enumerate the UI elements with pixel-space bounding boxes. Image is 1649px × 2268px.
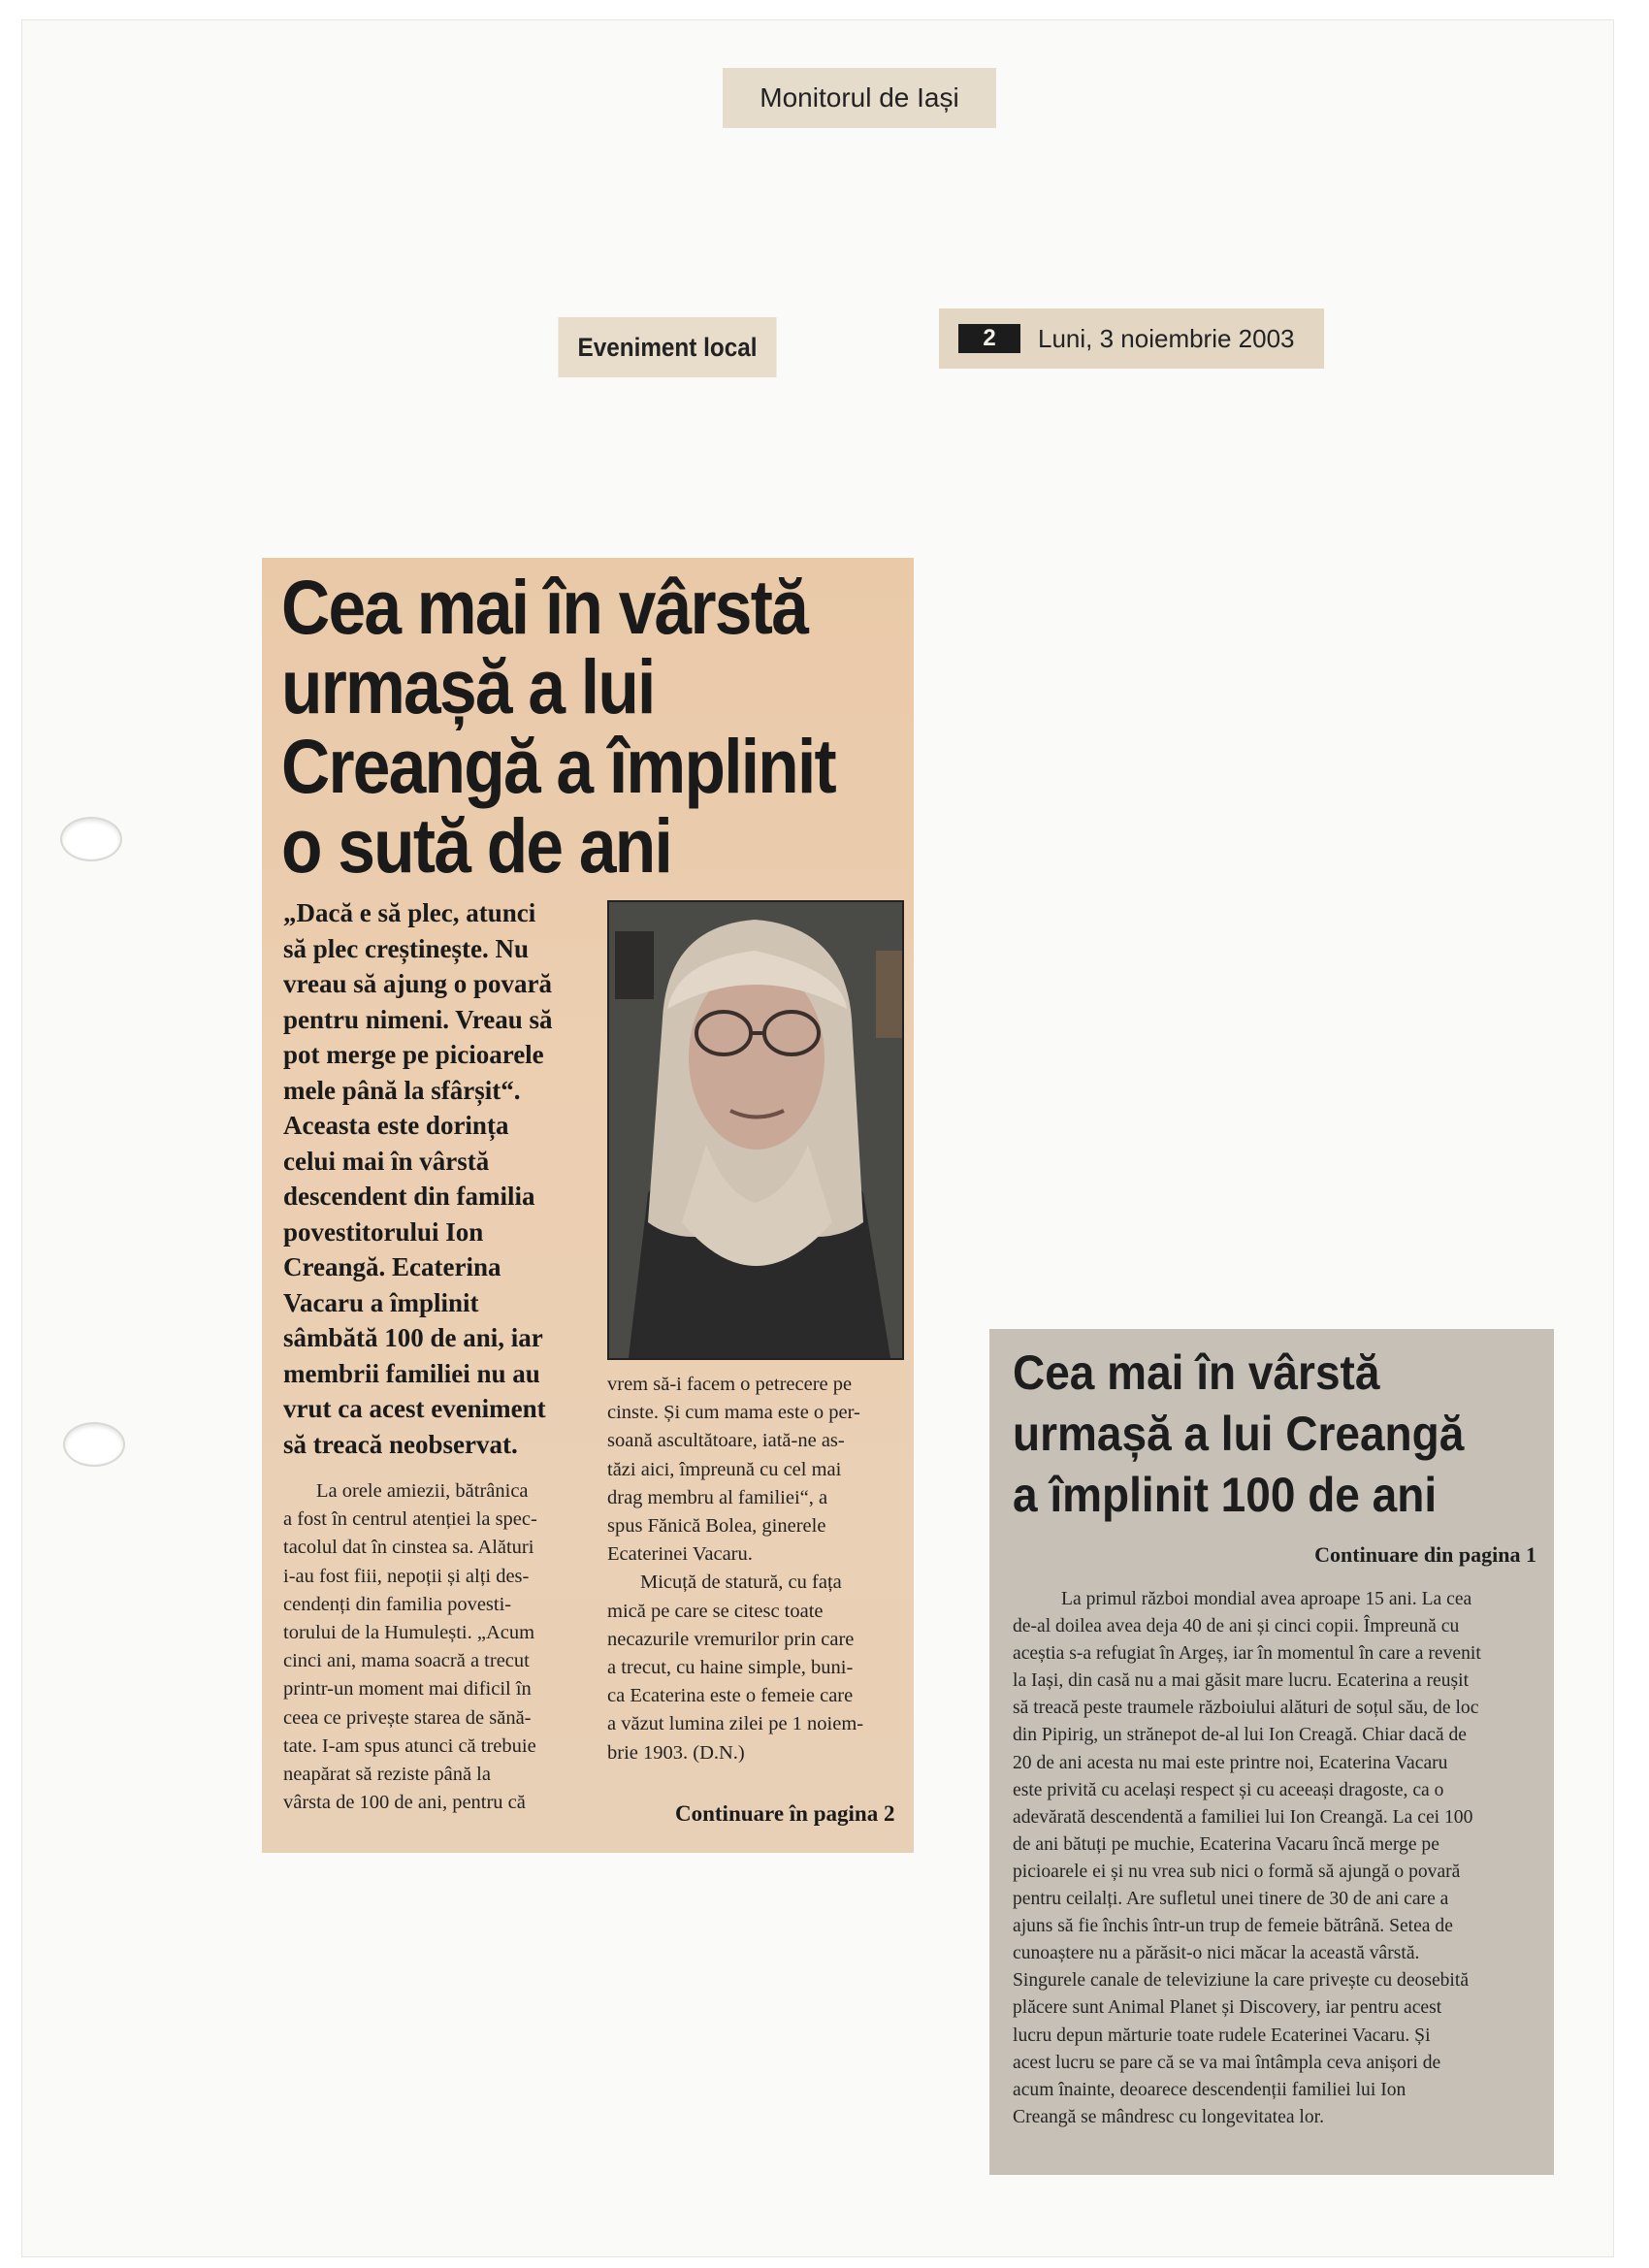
text-line: torului de la Humulești. „Acum <box>283 1622 535 1644</box>
text-line: vrem să-i facem o petrecere pe <box>607 1374 853 1395</box>
text-line: tăzi aici, împreună cu cel mai <box>607 1458 842 1480</box>
headline-line: o sută de ani <box>281 802 672 889</box>
text-line: Ecaterinei Vacaru. <box>607 1543 753 1566</box>
text-line: mele până la sfârșit“. <box>283 1075 521 1105</box>
text-line: necazurile vremurilor prin care <box>607 1628 855 1650</box>
article-lead <box>283 895 589 1462</box>
page-number-badge: 2 <box>958 324 1020 353</box>
continuation-body <box>1013 1586 1536 2131</box>
text-line: picioarele ei și nu vrea sub nici o formă să ajungă o povară <box>1013 1861 1461 1882</box>
text-line: cunoaștere nu a părăsit-o nici măcar la această vârstă. <box>1013 1943 1420 1964</box>
text-line: pot merge pe picioarele <box>283 1040 544 1069</box>
publication-date: Luni, 3 noiembrie 2003 <box>1038 323 1295 353</box>
text-line: La primul război mondial avea aproape 15 ani. La cea <box>1061 1589 1472 1609</box>
text-line: a trecut, cu haine simple, buni- <box>607 1657 854 1679</box>
headline-line: urmașă a lui <box>281 643 655 729</box>
text-line: ca Ecaterina este o femeie care <box>607 1685 854 1707</box>
text-line: de ani bătuți pe muchie, Ecaterina Vacaru încă merge pe <box>1013 1833 1439 1855</box>
text-line: descendent din familia <box>283 1182 535 1211</box>
text-line: la Iași, din casă nu a mai găsit mare lucru. Ecaterina a reușit <box>1013 1670 1470 1692</box>
text-line: vrut ca acest eveniment <box>283 1394 546 1423</box>
text-line: vârsta de 100 de ani, pentru că <box>283 1792 526 1814</box>
text-line: tacolul dat în cinstea sa. Alături <box>283 1537 534 1559</box>
newspaper-name-label: Monitorul de Iași <box>723 68 996 128</box>
continuation-headline <box>1013 1343 1495 1526</box>
text-line: plăcere sunt Animal Planet și Discovery, iar pentru acest <box>1013 1997 1442 2019</box>
text-line: brie 1903. (D.N.) <box>607 1741 745 1764</box>
text-line: sâmbătă 100 de ani, iar <box>283 1323 543 1352</box>
text-line: povestitorului Ion <box>283 1216 484 1247</box>
text-line: soană ascultătoare, iată-ne as- <box>607 1430 845 1452</box>
text-line: celui mai în vârstă <box>283 1146 490 1176</box>
text-line: pentru nimeni. Vreau să <box>283 1004 553 1034</box>
headline-line: Cea mai în vârstă <box>1013 1345 1380 1400</box>
article-column-2 <box>607 1371 903 1767</box>
text-line: să treacă neobservat. <box>283 1429 518 1459</box>
continued-from-page-1: Continuare din pagina 1 <box>1314 1542 1536 1567</box>
text-line: acest lucru se pare că se va mai întâmpla ceva anișori de <box>1013 2052 1441 2073</box>
text-line: spus Fănică Bolea, ginerele <box>607 1515 826 1538</box>
text-line: cinste. Și cum mama este o per- <box>607 1402 860 1424</box>
text-line: tate. I-am spus atunci că trebuie <box>283 1734 536 1757</box>
text-line: neapărat să reziste până la <box>283 1764 491 1786</box>
portrait-photo <box>607 900 904 1360</box>
text-line: cinci ani, mama soacră a trecut <box>283 1650 530 1672</box>
text-line: mică pe care se citesc toate <box>607 1600 824 1622</box>
text-line: Micuță de statură, cu fața <box>640 1571 842 1594</box>
text-line: membrii familiei nu au <box>283 1358 540 1388</box>
text-line: Vacaru a împlinit <box>283 1287 479 1317</box>
text-line: pentru ceilalți. Are sufletul unei tinere de 30 de ani care a <box>1013 1889 1449 1910</box>
text-line: Creangă. Ecaterina <box>283 1252 501 1281</box>
headline-line: urmașă a lui Creangă <box>1013 1407 1465 1461</box>
date-label <box>939 308 1324 369</box>
text-line: printr-un moment mai dificil în <box>283 1678 532 1701</box>
text-line: Aceasta este dorința <box>283 1111 509 1140</box>
text-line: „Dacă e să plec, atunci <box>283 898 536 927</box>
text-line: La orele amiezii, bătrânica <box>316 1480 529 1502</box>
text-line: să treacă peste traumele războiului alături de soțul său, de loc <box>1013 1698 1479 1719</box>
headline-line: Creangă a împlinit <box>281 723 835 809</box>
text-line: acum înainte, deoarece descendenții familiei lui Ion <box>1013 2079 1406 2100</box>
text-line: din Pipirig, un strănepot de-al lui Ion Creagă. Chiar dacă de <box>1013 1725 1467 1746</box>
text-line: să plec creștinește. Nu <box>283 933 529 963</box>
headline-line: Cea mai în vârstă <box>281 564 807 650</box>
text-line: aceștia s-a refugiat în Argeș, iar în momentul în care a revenit <box>1013 1643 1481 1665</box>
text-line: drag membru al familiei“, a <box>607 1486 828 1508</box>
text-line: Creangă se mândresc cu longevitatea lor. <box>1013 2106 1324 2127</box>
section-label: Eveniment local <box>559 317 777 377</box>
text-line: Singurele canale de televiziune la care privește cu deosebită <box>1013 1970 1470 1992</box>
elderly-woman-image <box>609 902 902 1358</box>
text-line: a fost în centrul atenției la spec- <box>283 1508 537 1531</box>
text-line: i-au fost fiii, nepoții și alți des- <box>283 1565 530 1587</box>
continuation-clipping <box>989 1329 1554 2175</box>
text-line: de-al doilea avea deja 40 de ani și cinci copii. Împreună cu <box>1013 1616 1460 1637</box>
text-line: ajuns să fie închis într-un trup de femeie bătrână. Setea de <box>1013 1916 1453 1937</box>
article-headline <box>281 564 835 889</box>
punch-hole <box>60 817 122 861</box>
punch-hole <box>63 1422 125 1467</box>
text-line: 20 de ani acesta nu mai este printre noi, Ecaterina Vacaru <box>1013 1752 1448 1773</box>
text-line: adevărată descendentă a familiei lui Ion Creangă. La cei 100 <box>1013 1806 1473 1828</box>
text-line: lucru depun mărturie toate rudele Ecaterinei Vacaru. Și <box>1013 2025 1431 2046</box>
continued-on-page-2: Continuare în pagina 2 <box>675 1801 895 1826</box>
text-line: ceea ce privește starea de sănă- <box>283 1706 532 1729</box>
text-line: cendenți din familia povesti- <box>283 1593 512 1615</box>
article-column-1 <box>283 1477 592 1817</box>
text-line: vreau să ajung o povară <box>283 969 553 998</box>
article-clipping <box>262 558 914 1853</box>
text-line: a văzut lumina zilei pe 1 noiem- <box>607 1713 864 1735</box>
headline-line: a împlinit 100 de ani <box>1013 1468 1438 1522</box>
text-line: este privită cu același respect și cu aceeași dragoste, ca o <box>1013 1779 1444 1800</box>
